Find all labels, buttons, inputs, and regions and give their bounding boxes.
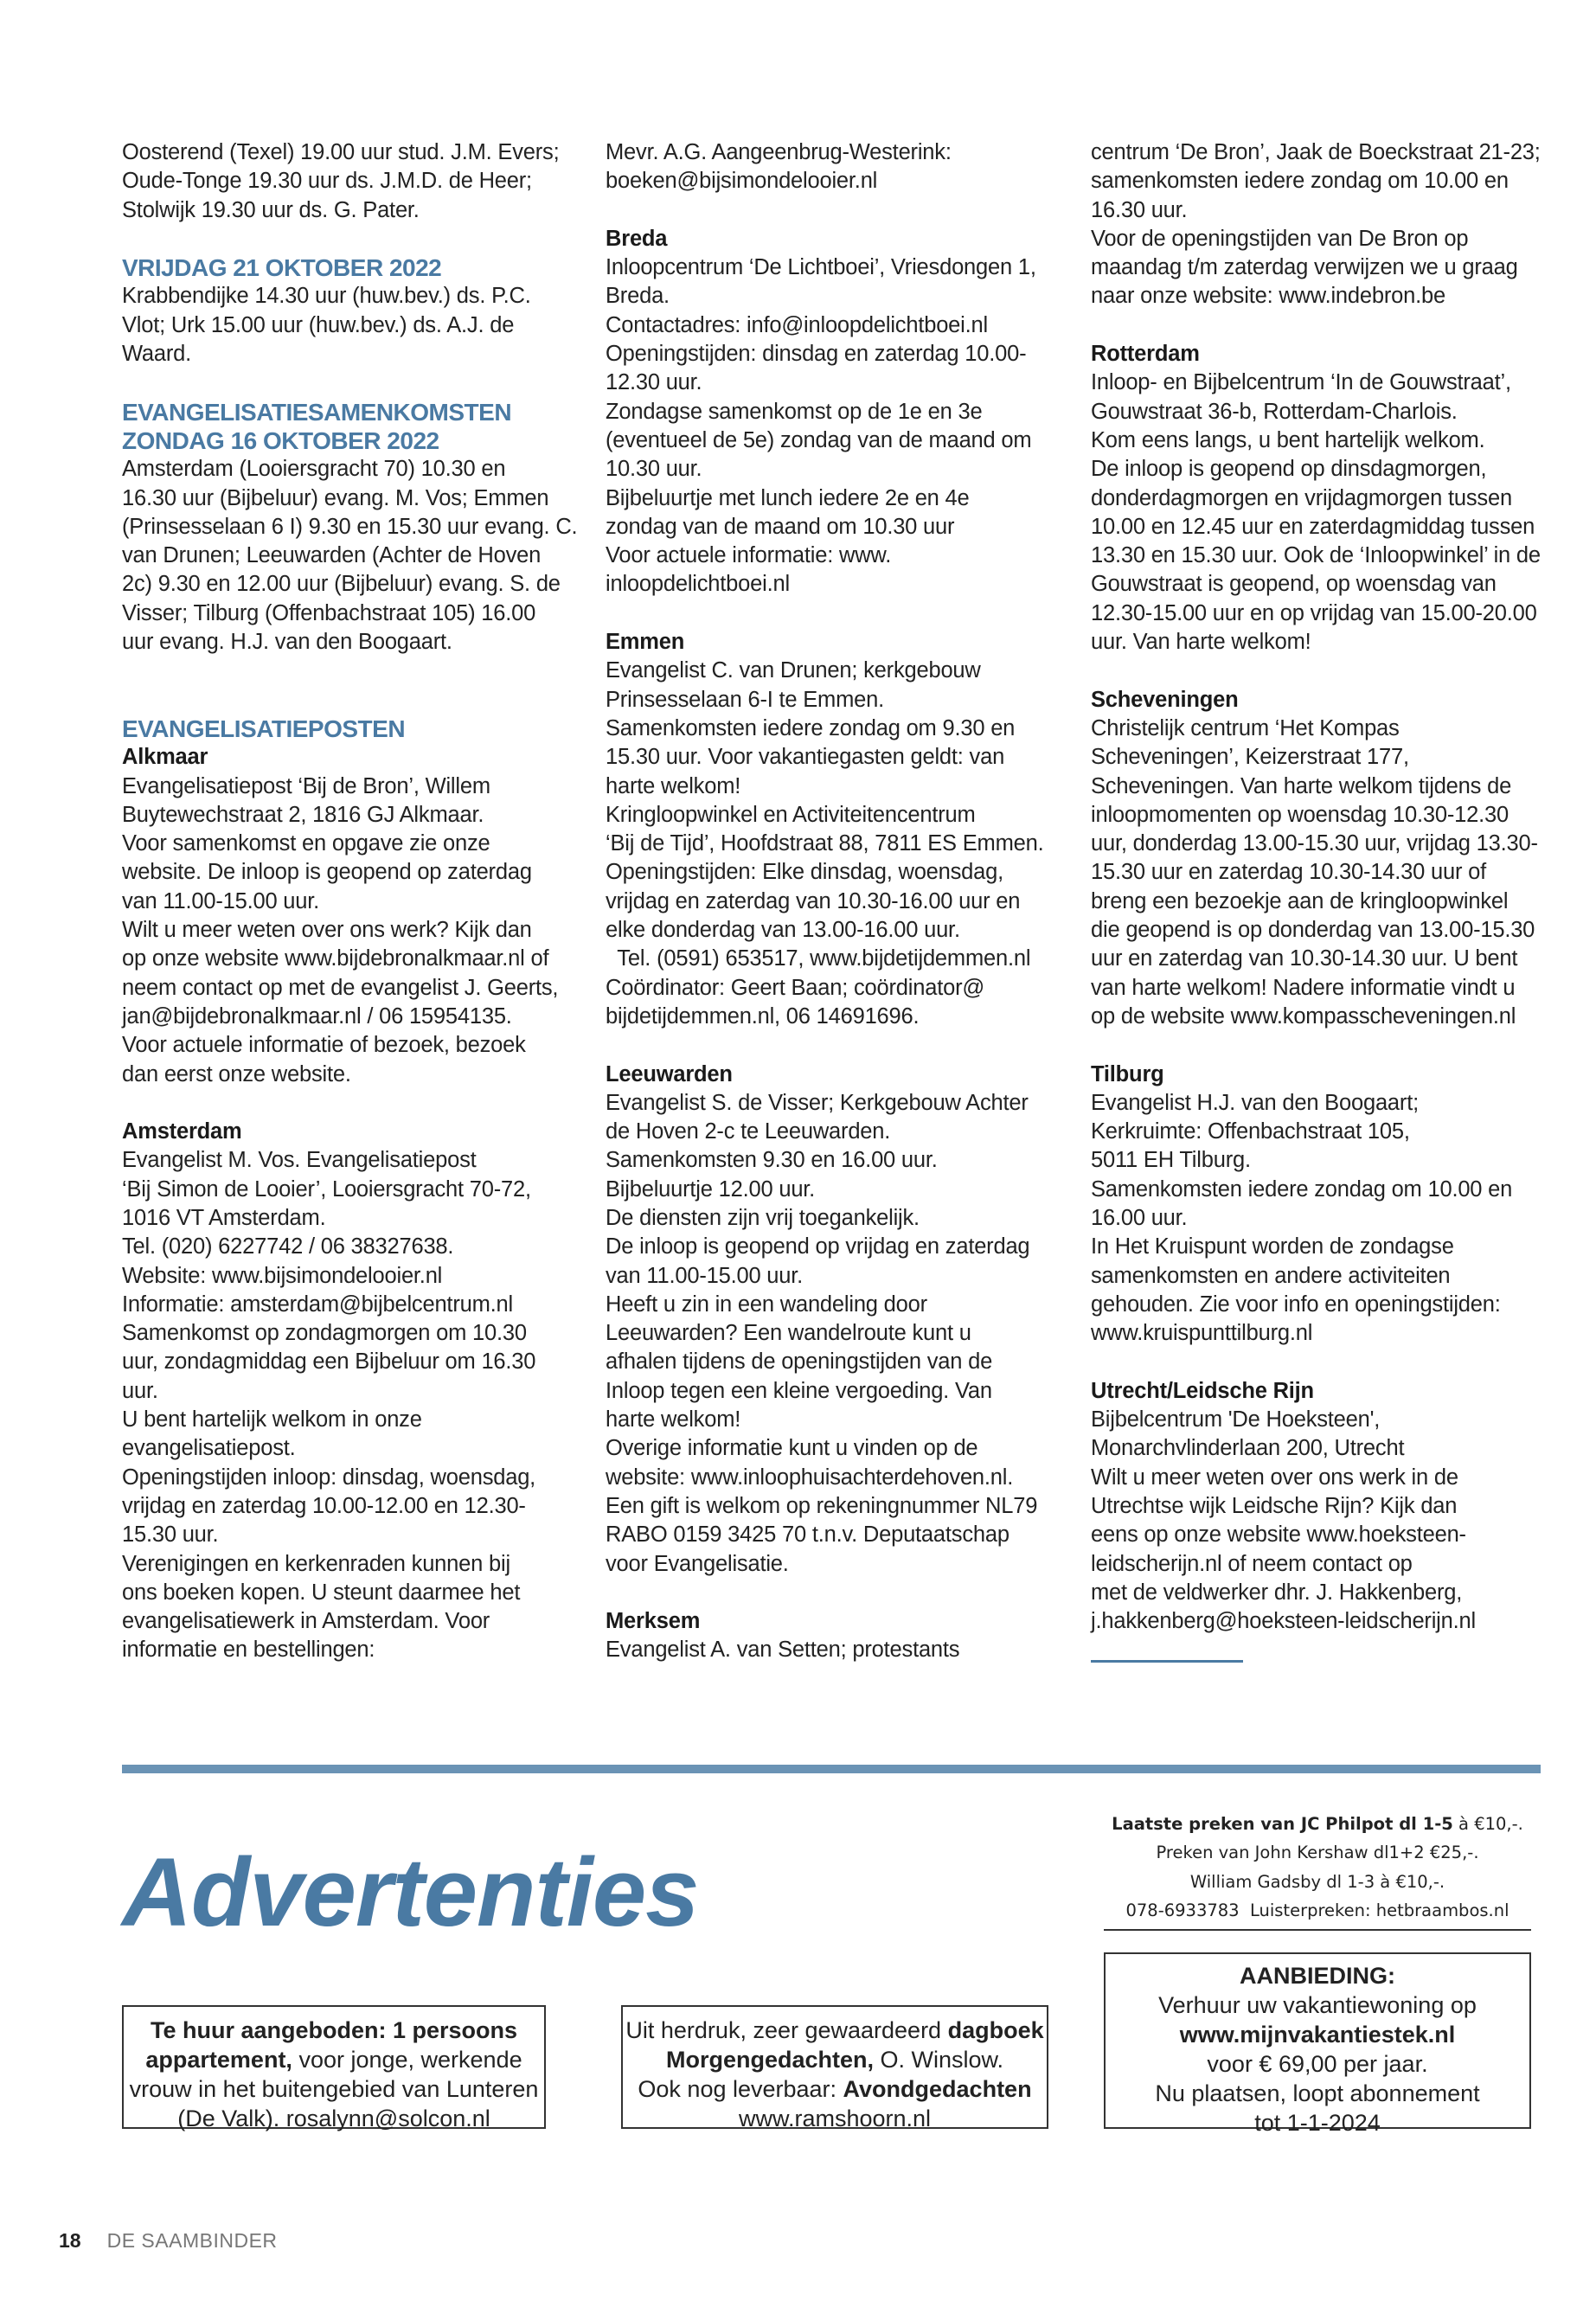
text-line: Evangelisatiepost ‘Bij de Bron’, Willem bbox=[122, 773, 490, 798]
text-line: met de veldwerker dhr. J. Hakkenberg, bbox=[1091, 1580, 1463, 1605]
text-line: jan@bijdebronalkmaar.nl / 06 15954135. bbox=[122, 1003, 512, 1029]
subheading-alkmaar: Alkmaar bbox=[122, 745, 208, 770]
ad-divider bbox=[1104, 1929, 1531, 1931]
text-line: Overige informatie kunt u vinden op de bbox=[606, 1436, 978, 1461]
text-line: samenkomsten iedere zondag om 10.00 en bbox=[1091, 169, 1509, 194]
ad-text: Ook nog leverbaar: bbox=[638, 2076, 843, 2102]
text-line: Samenkomsten iedere zondag om 9.30 en bbox=[606, 715, 1016, 740]
text-line: Mevr. A.G. Aangeenbrug-Westerink: bbox=[606, 140, 952, 164]
end-rule bbox=[1091, 1660, 1243, 1663]
text-line: Oude-Tonge 19.30 uur ds. J.M.D. de Heer; bbox=[122, 169, 532, 194]
text-line: Informatie: amsterdam@bijbelcentrum.nl bbox=[122, 1292, 513, 1317]
subheading-rotterdam: Rotterdam bbox=[1091, 342, 1200, 367]
advertenties-title: Advertenties bbox=[122, 1838, 699, 1946]
column-1 bbox=[122, 138, 578, 1665]
text-line: 12.30-15.00 uur en op vrijdag van 15.00-20.00 bbox=[1091, 600, 1537, 625]
text-line: Prinsesselaan 6-I te Emmen. bbox=[606, 687, 884, 712]
subheading-tilburg: Tilburg bbox=[1091, 1061, 1164, 1086]
text-line: informatie en bestellingen: bbox=[122, 1638, 375, 1663]
text-line: Breda. bbox=[606, 284, 670, 309]
ad-line bbox=[623, 2045, 1047, 2074]
text-line: uur. Van harte welkom! bbox=[1091, 630, 1311, 655]
text-line: 15.30 uur. Voor vakantiegasten geldt: van bbox=[606, 745, 1005, 770]
text-line: 12.30 uur. bbox=[606, 370, 702, 395]
text-line: Tel. (0591) 653517, www.bijdetijdemmen.nl bbox=[606, 946, 1031, 971]
text-line: Scheveningen. Van harte welkom tijdens de bbox=[1091, 773, 1512, 798]
text-line: j.hakkenberg@hoeksteen-leidscherijn.nl bbox=[1091, 1609, 1476, 1634]
text-line: Samenkomsten 9.30 en 16.00 uur. bbox=[606, 1148, 938, 1173]
ad-text: Uit herdruk, zeer gewaardeerd bbox=[625, 2017, 948, 2043]
ad-herdruk bbox=[621, 2005, 1048, 2129]
text-line: evangelisatiepost. bbox=[122, 1436, 296, 1461]
text-line: 15.30 uur en zaterdag 10.30-14.30 uur of bbox=[1091, 860, 1487, 885]
ad-line: 078-6933783 Luisterpreken: hetbraambos.nl bbox=[1125, 1900, 1509, 1920]
text-line: U bent hartelijk welkom in onze bbox=[122, 1407, 422, 1433]
ad-line: William Gadsby dl 1-3 à €10,-. bbox=[1189, 1871, 1445, 1892]
ad-line bbox=[1104, 1812, 1531, 1841]
text-line: 16.00 uur. bbox=[1091, 1205, 1188, 1230]
ad-line bbox=[124, 2045, 544, 2074]
subheading-merksem: Merksem bbox=[606, 1609, 701, 1634]
text-line: dan eerst onze website. bbox=[122, 1061, 351, 1086]
text-line: De inloop is geopend op dinsdagmorgen, bbox=[1091, 457, 1487, 482]
text-line: Contactadres: info@inloopdelichtboei.nl bbox=[606, 312, 988, 337]
text-line: Bijbeluurtje 12.00 uur. bbox=[606, 1176, 816, 1202]
text-line: Inloop tegen een kleine vergoeding. Van bbox=[606, 1378, 992, 1403]
ad-preken bbox=[1104, 1812, 1531, 1927]
text-line: Oosterend (Texel) 19.00 uur stud. J.M. Evers; bbox=[122, 140, 560, 164]
ad-bold: appartement, bbox=[145, 2047, 292, 2073]
text-line: breng een bezoekje aan de kringloopwinkel bbox=[1091, 888, 1509, 913]
ad-bold: Avondgedachten bbox=[843, 2076, 1032, 2102]
column-3 bbox=[1091, 138, 1541, 1636]
text-line: harte welkom! bbox=[606, 1407, 741, 1433]
ad-line: vrouw in het buitengebied van Lunteren bbox=[129, 2076, 539, 2102]
text-line: Evangelist S. de Visser; Kerkgebouw Achter bbox=[606, 1090, 1029, 1115]
text-line: Een gift is welkom op rekeningnummer NL79 bbox=[606, 1493, 1038, 1518]
text-line: ons boeken kopen. U steunt daarmee het bbox=[122, 1580, 521, 1605]
text-line: leidscherijn.nl of neem contact op bbox=[1091, 1551, 1413, 1576]
text-line: Christelijk centrum ‘Het Kompas bbox=[1091, 715, 1400, 740]
text-line: eens op onze website www.hoeksteen- bbox=[1091, 1522, 1466, 1548]
text-line: Evangelist H.J. van den Boogaart; bbox=[1091, 1090, 1419, 1115]
text-line: website. De inloop is geopend op zaterdag bbox=[122, 860, 532, 885]
text-line: donderdagmorgen en vrijdagmorgen tussen bbox=[1091, 485, 1512, 510]
text-line: Voor de openingstijden van De Bron op bbox=[1091, 226, 1469, 251]
text-line: 10.30 uur. bbox=[606, 457, 702, 482]
text-line: (eventueel de 5e) zondag van de maand om bbox=[606, 427, 1032, 452]
text-line: gehouden. Zie voor info en openingstijden: bbox=[1091, 1292, 1501, 1317]
text-line: Zondagse samenkomst op de 1e en 3e bbox=[606, 399, 983, 424]
text-line: www.kruispunttilburg.nl bbox=[1091, 1321, 1313, 1346]
text-line: boeken@bijsimondelooier.nl bbox=[606, 169, 878, 194]
text-line: Openingstijden: Elke dinsdag, woensdag, bbox=[606, 860, 1004, 885]
text-line: Tel. (020) 6227742 / 06 38327638. bbox=[122, 1234, 454, 1259]
text-line: 13.30 en 15.30 uur. Ook de ‘Inloopwinkel’ in de bbox=[1091, 543, 1541, 568]
ad-text: à €10,-. bbox=[1452, 1814, 1523, 1834]
ad-line: www.ramshoorn.nl bbox=[738, 2106, 932, 2131]
text-line: elke donderdag van 13.00-16.00 uur. bbox=[606, 918, 960, 943]
ad-aanbieding bbox=[1104, 1952, 1531, 2136]
text-line: 5011 EH Tilburg. bbox=[1091, 1148, 1251, 1173]
text-line: Vlot; Urk 15.00 uur (huw.bev.) ds. A.J. de bbox=[122, 312, 515, 337]
text-line: uur. bbox=[122, 1378, 158, 1403]
text-line: van Drunen; Leeuwarden (Achter de Hoven bbox=[122, 543, 542, 568]
text-line: RABO 0159 3425 70 t.n.v. Deputaatschap bbox=[606, 1522, 1010, 1548]
text-line: De inloop is geopend op vrijdag en zaterdag bbox=[606, 1234, 1030, 1259]
ad-line: www.mijnvakantiestek.nl bbox=[1179, 2022, 1456, 2048]
text-line: Coördinator: Geert Baan; coördinator@ bbox=[606, 975, 985, 1000]
subheading-leeuwarden: Leeuwarden bbox=[606, 1061, 733, 1086]
subheading-scheveningen: Scheveningen bbox=[1091, 687, 1239, 712]
text-line: evangelisatiewerk in Amsterdam. Voor bbox=[122, 1609, 490, 1634]
text-line: Kringloopwinkel en Activiteitencentrum bbox=[606, 802, 976, 827]
text-line: (Prinsesselaan 6 I) 9.30 en 15.30 uur evang. C. bbox=[122, 514, 578, 539]
ad-line bbox=[623, 2016, 1047, 2045]
text-line: Monarchvlinderlaan 200, Utrecht bbox=[1091, 1436, 1405, 1461]
text-line: Voor actuele informatie of bezoek, bezoek bbox=[122, 1033, 526, 1058]
ad-text: O. Winslow. bbox=[874, 2047, 1004, 2073]
text-line: In Het Kruispunt worden de zondagse bbox=[1091, 1234, 1454, 1259]
ad-line: Preken van John Kershaw dl1+2 €25,-. bbox=[1156, 1843, 1479, 1863]
text-line: Voor actuele informatie: www. bbox=[606, 543, 892, 568]
ad-line: tot 1-1-2024 bbox=[1254, 2110, 1381, 2136]
column-2 bbox=[606, 138, 1055, 1665]
text-line: Wilt u meer weten over ons werk? Kijk dan bbox=[122, 918, 532, 943]
text-line: uur, zondagmiddag een Bijbeluur om 16.30 bbox=[122, 1349, 536, 1375]
text-line: 1016 VT Amsterdam. bbox=[122, 1205, 326, 1230]
text-line: ‘Bij Simon de Looier’, Looiersgracht 70-72, bbox=[122, 1176, 531, 1202]
text-line: Scheveningen’, Keizerstraat 177, bbox=[1091, 745, 1409, 770]
text-line: afhalen tijdens de openingstijden van de bbox=[606, 1349, 993, 1375]
text-line: zondag van de maand om 10.30 uur bbox=[606, 514, 955, 539]
text-line: 16.30 uur (Bijbeluur) evang. M. Vos; Emmen bbox=[122, 485, 549, 510]
section-heading-vrijdag: VRIJDAG 21 OKTOBER 2022 bbox=[122, 254, 442, 282]
text-line: Website: www.bijsimondelooier.nl bbox=[122, 1263, 443, 1288]
text-line: Voor samenkomst en opgave zie onze bbox=[122, 831, 490, 856]
text-line: uur, donderdag 13.00-15.30 uur, vrijdag 13.30- bbox=[1091, 831, 1538, 856]
text-line: Amsterdam (Looiersgracht 70) 10.30 en bbox=[122, 457, 506, 482]
text-line: Openingstijden inloop: dinsdag, woensdag, bbox=[122, 1465, 536, 1490]
text-line: de Hoven 2-c te Leeuwarden. bbox=[606, 1119, 891, 1144]
text-line: centrum ‘De Bron’, Jaak de Boeckstraat 21-23; bbox=[1091, 140, 1541, 164]
text-line: op onze website www.bijdebronalkmaar.nl of bbox=[122, 946, 549, 971]
text-line: uur en zaterdag van 10.30-14.30 uur. U bent bbox=[1091, 946, 1518, 971]
ad-line: voor € 69,00 per jaar. bbox=[1207, 2051, 1428, 2077]
page-footer bbox=[59, 2227, 278, 2253]
text-line: Utrechtse wijk Leidsche Rijn? Kijk dan bbox=[1091, 1493, 1458, 1518]
text-line: Gouwstraat is geopend, op woensdag van bbox=[1091, 572, 1497, 597]
page-number: 18 bbox=[59, 2229, 81, 2252]
ad-line: Verhuur uw vakantiewoning op bbox=[1158, 1992, 1477, 2018]
text-line: Evangelist M. Vos. Evangelisatiepost bbox=[122, 1148, 477, 1173]
text-line: inloopmomenten op woensdag 10.30-12.30 bbox=[1091, 802, 1509, 827]
subheading-emmen: Emmen bbox=[606, 630, 685, 655]
text-line: bijdetijdemmen.nl, 06 14691696. bbox=[606, 1003, 920, 1029]
text-line: Evangelist C. van Drunen; kerkgebouw bbox=[606, 658, 981, 683]
text-line: Inloopcentrum ‘De Lichtboei’, Vriesdongen 1, bbox=[606, 255, 1036, 280]
text-line: Leeuwarden? Een wandelroute kunt u bbox=[606, 1321, 971, 1346]
text-line: Visser; Tilburg (Offenbachstraat 105) 16.00 bbox=[122, 600, 536, 625]
text-line: 16.30 uur. bbox=[1091, 197, 1188, 222]
ad-line bbox=[623, 2074, 1047, 2104]
ad-bold: dagboek bbox=[947, 2017, 1044, 2043]
text-line: naar onze website: www.indebron.be bbox=[1091, 284, 1445, 309]
text-line: neem contact op met de evangelist J. Geerts, bbox=[122, 975, 559, 1000]
text-line: Openingstijden: dinsdag en zaterdag 10.00- bbox=[606, 342, 1027, 367]
publication-name: DE SAAMBINDER bbox=[106, 2229, 278, 2252]
ad-bold: Laatste preken van JC Philpot dl 1-5 bbox=[1112, 1814, 1453, 1834]
text-line: uur evang. H.J. van den Boogaart. bbox=[122, 630, 452, 655]
text-line: Kerkruimte: Offenbachstraat 105, bbox=[1091, 1119, 1410, 1144]
text-line: die geopend is op donderdag van 13.00-15.30 bbox=[1091, 918, 1535, 943]
text-line: Evangelist A. van Setten; protestants bbox=[606, 1638, 960, 1663]
text-line: van 11.00-15.00 uur. bbox=[122, 888, 320, 913]
text-line: vrijdag en zaterdag van 10.30-16.00 uur en bbox=[606, 888, 1021, 913]
text-line: 2c) 9.30 en 12.00 uur (Bijbeluur) evang. S. de bbox=[122, 572, 561, 597]
text-line: Samenkomsten iedere zondag om 10.00 en bbox=[1091, 1176, 1513, 1202]
text-line: Kom eens langs, u bent hartelijk welkom. bbox=[1091, 427, 1485, 452]
text-line: op de website www.kompasscheveningen.nl bbox=[1091, 1003, 1516, 1029]
text-line: samenkomsten en andere activiteiten bbox=[1091, 1263, 1451, 1288]
section-divider bbox=[122, 1765, 1541, 1773]
text-line: Stolwijk 19.30 uur ds. G. Pater. bbox=[122, 197, 420, 222]
section-heading-evangelisatieposten: EVANGELISATIEPOSTEN bbox=[122, 715, 406, 742]
text-line: website: www.inloophuisachterdehoven.nl. bbox=[606, 1465, 1014, 1490]
text-line: Buytewechstraat 2, 1816 GJ Alkmaar. bbox=[122, 802, 484, 827]
text-line: 15.30 uur. bbox=[122, 1522, 219, 1548]
subheading-utrecht: Utrecht/Leidsche Rijn bbox=[1091, 1378, 1314, 1403]
ad-te-huur bbox=[122, 2005, 546, 2129]
text-line: Krabbendijke 14.30 uur (huw.bev.) ds. P.C. bbox=[122, 284, 531, 309]
ad-text: voor jonge, werkende bbox=[292, 2047, 522, 2073]
subheading-breda: Breda bbox=[606, 226, 668, 251]
text-line: Gouwstraat 36-b, Rotterdam-Charlois. bbox=[1091, 399, 1458, 424]
text-line: Heeft u zin in een wandeling door bbox=[606, 1292, 927, 1317]
text-line: Verenigingen en kerkenraden kunnen bij bbox=[122, 1551, 510, 1576]
text-line: Samenkomst op zondagmorgen om 10.30 bbox=[122, 1321, 527, 1346]
text-line: inloopdelichtboei.nl bbox=[606, 572, 790, 597]
text-line: Wilt u meer weten over ons werk in de bbox=[1091, 1465, 1458, 1490]
ad-line: (De Valk). rosalynn@solcon.nl bbox=[177, 2106, 490, 2131]
ad-line: Te huur aangeboden: 1 persoons bbox=[150, 2017, 518, 2043]
subheading-amsterdam: Amsterdam bbox=[122, 1119, 242, 1144]
text-line: Waard. bbox=[122, 342, 192, 367]
text-line: van harte welkom! Nadere informatie vindt u bbox=[1091, 975, 1516, 1000]
text-line: Inloop- en Bijbelcentrum ‘In de Gouwstraat’, bbox=[1091, 370, 1511, 395]
text-line: maandag t/m zaterdag verwijzen we u graag bbox=[1091, 255, 1518, 280]
ad-heading: AANBIEDING: bbox=[1240, 1963, 1395, 1989]
text-line: Bijbeluurtje met lunch iedere 2e en 4e bbox=[606, 485, 970, 510]
text-line: De diensten zijn vrij toegankelijk. bbox=[606, 1205, 920, 1230]
text-line: ‘Bij de Tijd’, Hoofdstraat 88, 7811 ES Emmen. bbox=[606, 831, 1044, 856]
section-heading-evangelisatiesamenkomsten: EVANGELISATIESAMENKOMSTEN bbox=[122, 398, 512, 426]
ad-line: Nu plaatsen, loopt abonnement bbox=[1155, 2080, 1480, 2106]
section-heading-zondag: ZONDAG 16 OKTOBER 2022 bbox=[122, 426, 439, 454]
ad-bold: Morgengedachten, bbox=[665, 2047, 874, 2073]
text-line: voor Evangelisatie. bbox=[606, 1551, 789, 1576]
text-line: 10.00 en 12.45 uur en zaterdagmiddag tussen bbox=[1091, 514, 1535, 539]
text-line: Bijbelcentrum 'De Hoeksteen', bbox=[1091, 1407, 1381, 1433]
text-line: harte welkom! bbox=[606, 773, 741, 798]
text-line: van 11.00-15.00 uur. bbox=[606, 1263, 804, 1288]
text-line: vrijdag en zaterdag 10.00-12.00 en 12.30- bbox=[122, 1493, 526, 1518]
